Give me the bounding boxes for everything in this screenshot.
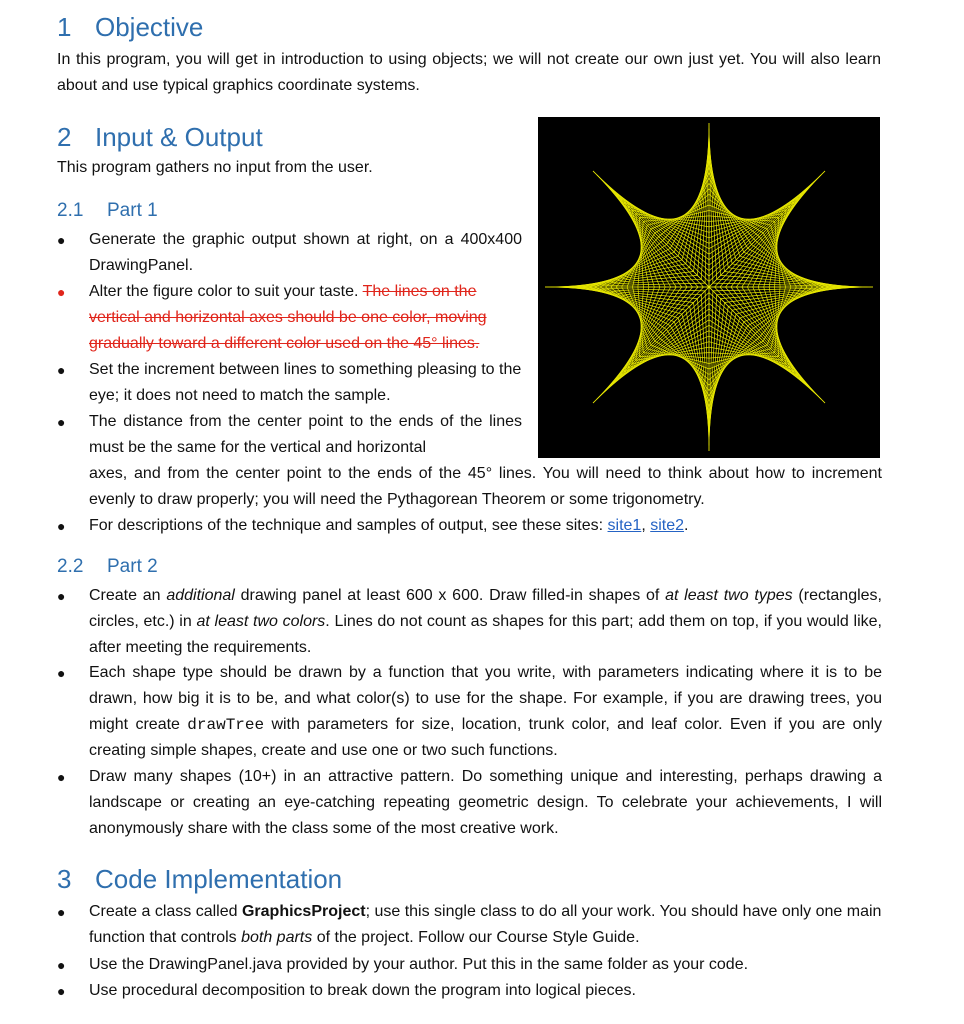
bullet-icon: ● [57,769,66,785]
section-2-heading [57,122,263,153]
section-title: Part 1 [107,200,158,221]
section-number: 2 [57,122,72,152]
site2-link[interactable]: site2 [650,517,685,534]
section-number: 2.2 [57,556,84,577]
struck-text: The lines on the vertical and horizontal axes should be one color, moving gradually toward a different color used on the 45° lines. [89,283,487,352]
bullet-icon: ● [57,904,66,920]
bullet-icon: ● [57,665,66,681]
bullet-icon: ● [57,414,66,430]
section-number: 2.1 [57,200,84,221]
bullet-icon: ● [57,957,66,973]
bullet-icon: ● [57,983,66,999]
section-title: Part 2 [107,556,158,577]
bullet-icon: ● [57,518,66,534]
section-title: Input & Output [95,122,263,152]
subsection-2-2-heading [57,556,158,578]
bullet-icon: ● [57,232,66,248]
sample-graphic-output [538,117,880,458]
site1-link[interactable]: site1 [607,517,642,534]
objective-paragraph: In this program, you will get in introduction to using objects; we will not create our own just yet. You will also learn about and use typical graphics coordinate systems. [57,51,881,94]
subsection-2-1-heading [57,200,158,222]
string-art-lines [545,123,873,451]
section-title: Code Implementation [95,864,343,894]
code-identifier: drawTree [187,716,265,734]
bullet-icon: ● [57,588,66,604]
section-1-heading [57,12,203,43]
section-number: 3 [57,864,72,894]
io-paragraph: This program gathers no input from the user. [57,159,373,176]
section-number: 1 [57,12,72,42]
bullet-icon: ● [57,284,66,300]
section-title: Objective [95,12,204,42]
bullet-icon: ● [57,362,66,378]
section-3-heading [57,864,342,895]
